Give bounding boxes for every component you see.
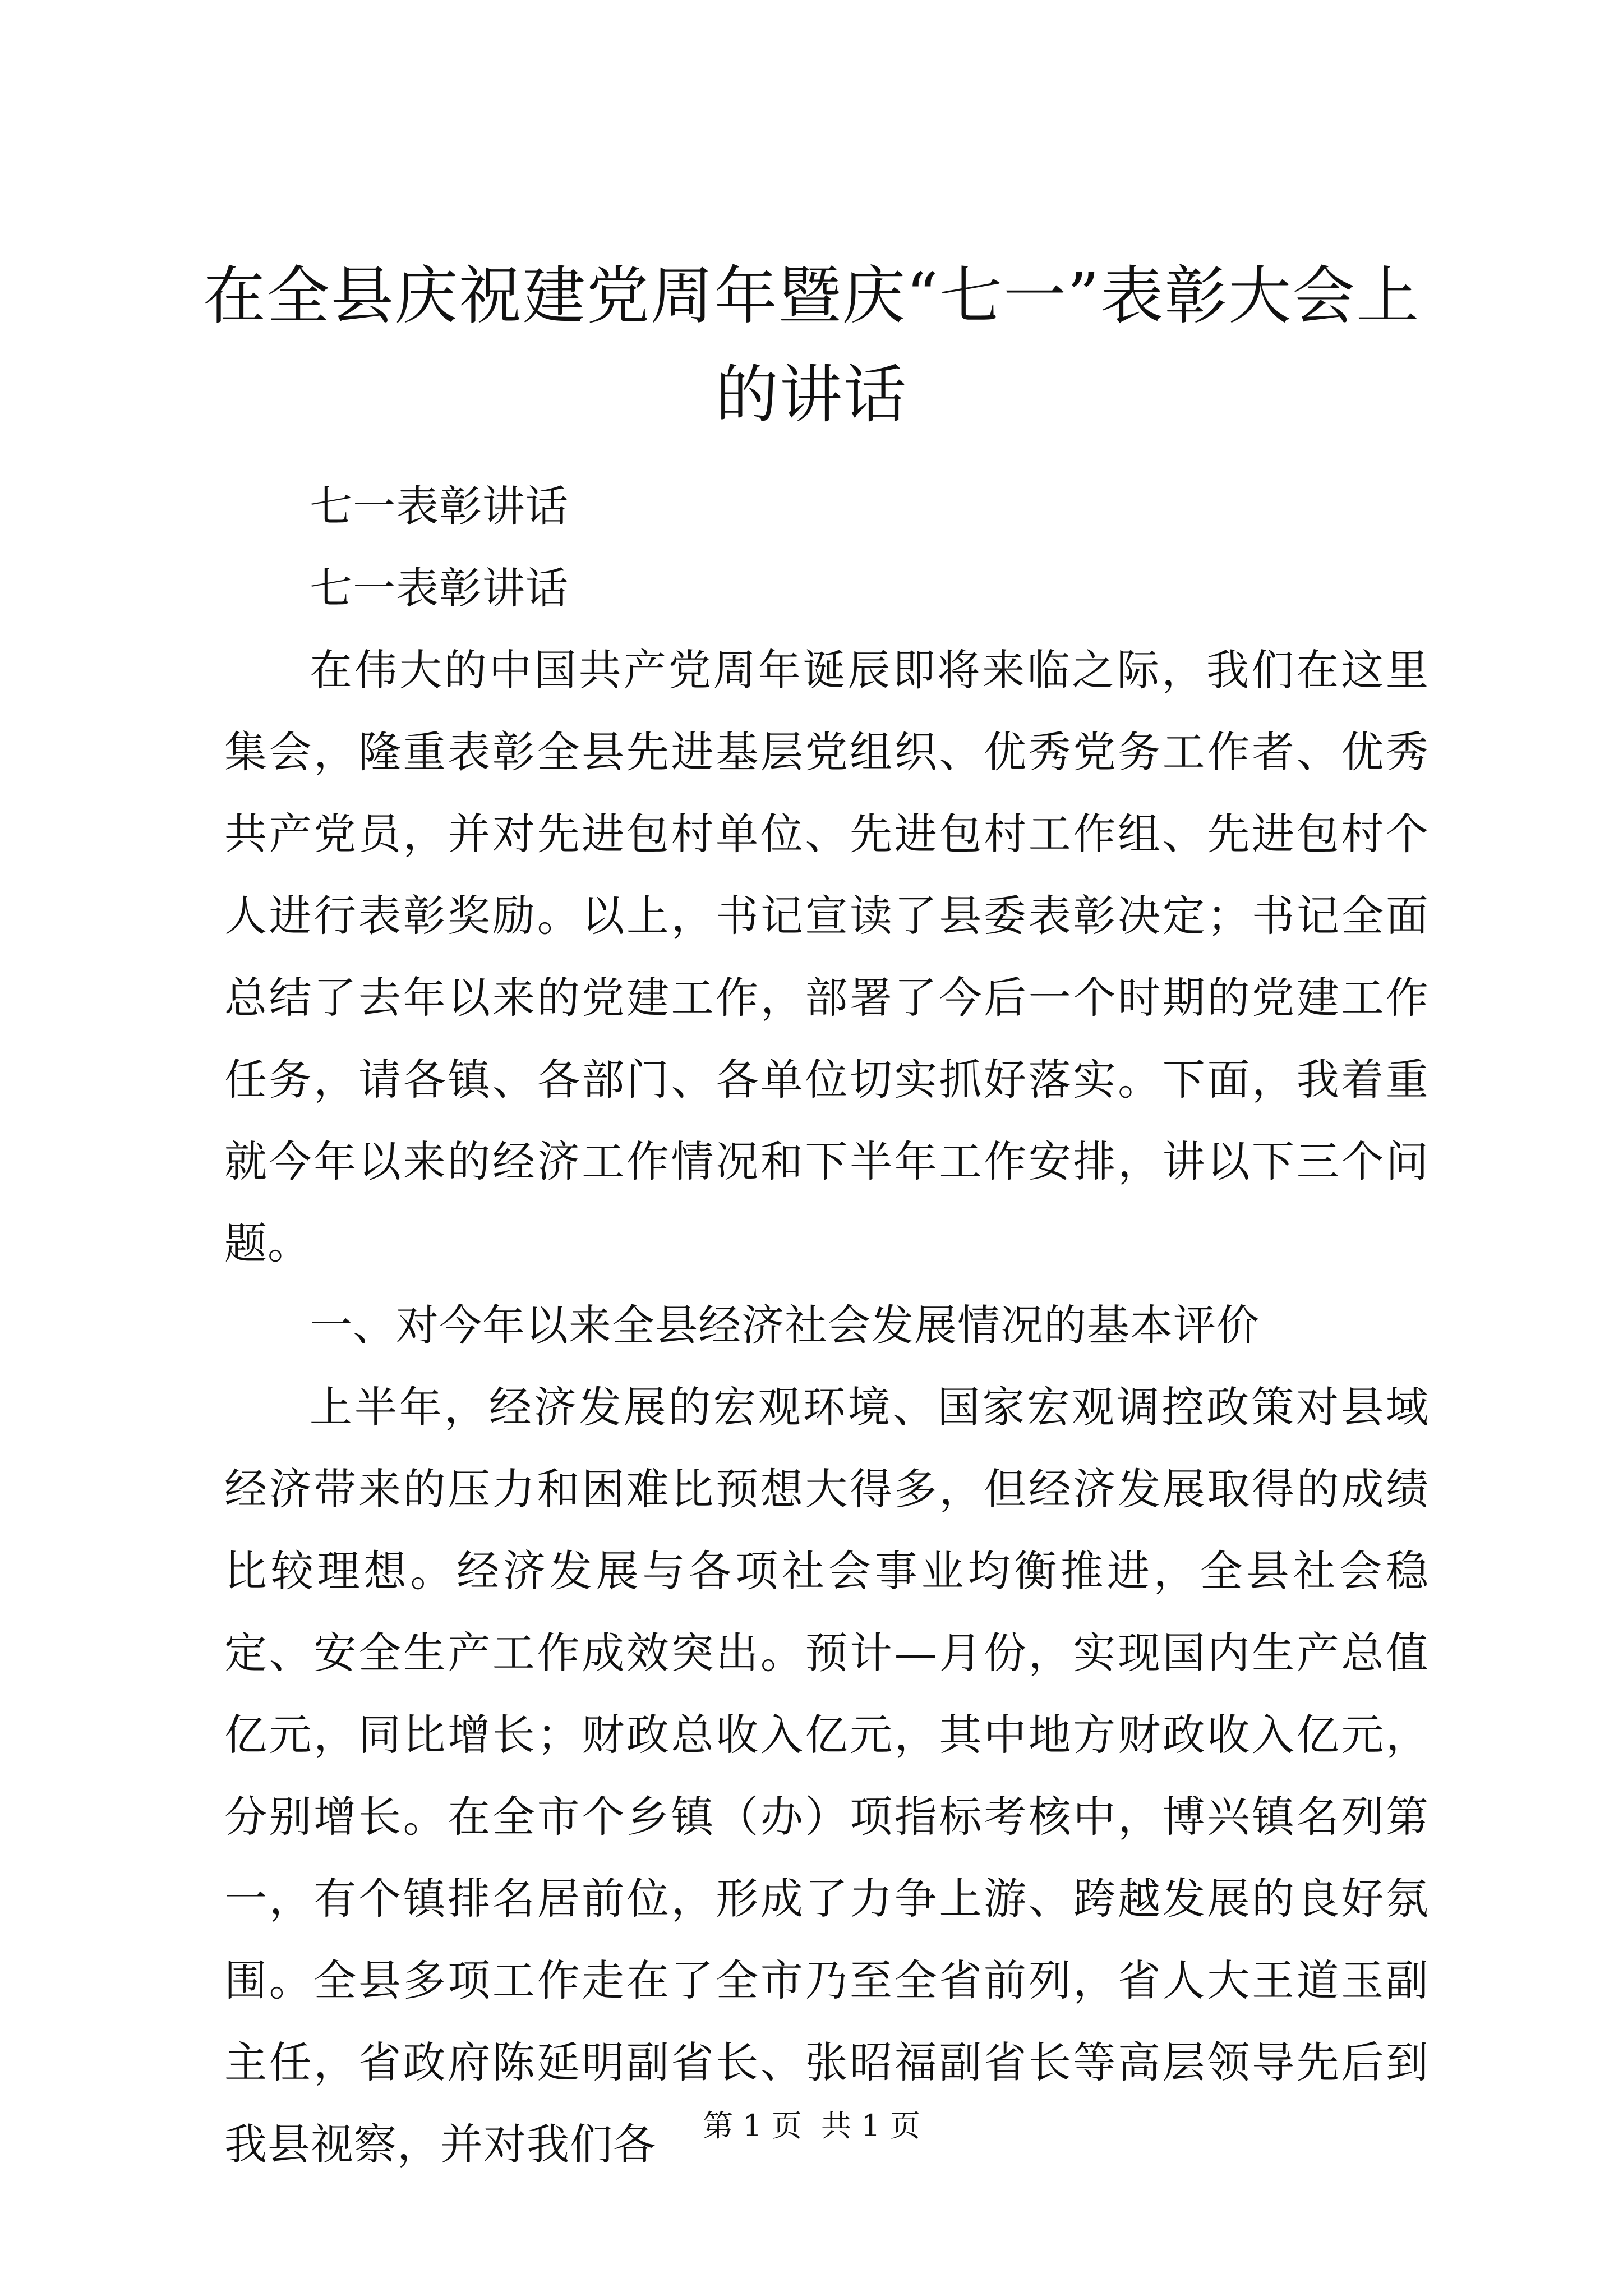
paragraph-subtitle-2: 七一表彰讲话 (310, 563, 569, 613)
section-heading-1: 一、对今年以来全县经济社会发展情况的基本评价 (310, 1300, 1260, 1350)
page-number-label: 第 1 页 共 1 页 (703, 2108, 920, 2143)
document-title: 在全县庆祝建党周年暨庆“七一”表彰大会上的讲话 (202, 260, 1421, 431)
paragraph-intro: 在伟大的中国共产党周年诞辰即将来临之际，我们在这里集会，隆重表彰全县先进基层党组织、优秀党务工作者、优秀共产党员，并对先进包村单位、先进包村工作组、先进包村个人进行表彰奖励。以上，书记宣读了县委表彰决定；书记全面总结了去年以来的党建工作，部署了今后一个时期的党建工作任务，请各镇、各部门、各单位切实抓好落实。下面，我着重就今年以来的经济工作情况和下半年工作安排，讲以下三个问题。 (224, 645, 1429, 1268)
paragraph-section-1: 上半年，经济发展的宏观环境、国家宏观调控政策对县域经济带来的压力和困难比预想大得多，但经济发展取得的成绩比较理想。经济发展与各项社会事业均衡推进，全县社会稳定、安全生产工作成效突出。预计—月份，实现国内生产总值亿元，同比增长；财政总收入亿元，其中地方财政收入亿元，分别增长。在全市个乡镇（办）项指标考核中，博兴镇名列第一，有个镇排名居前位，形成了力争上游、跨越发展的良好氛围。全县多项工作走在了全市乃至全省前列，省人大王道玉副主任，省政府陈延明副省长、张昭福副省长等高层领导先后到我县视察，并对我们各 (224, 1382, 1429, 2169)
paragraph-subtitle-1: 七一表彰讲话 (310, 481, 569, 531)
page-footer (0, 2104, 1623, 2148)
document-body (224, 466, 1429, 2185)
